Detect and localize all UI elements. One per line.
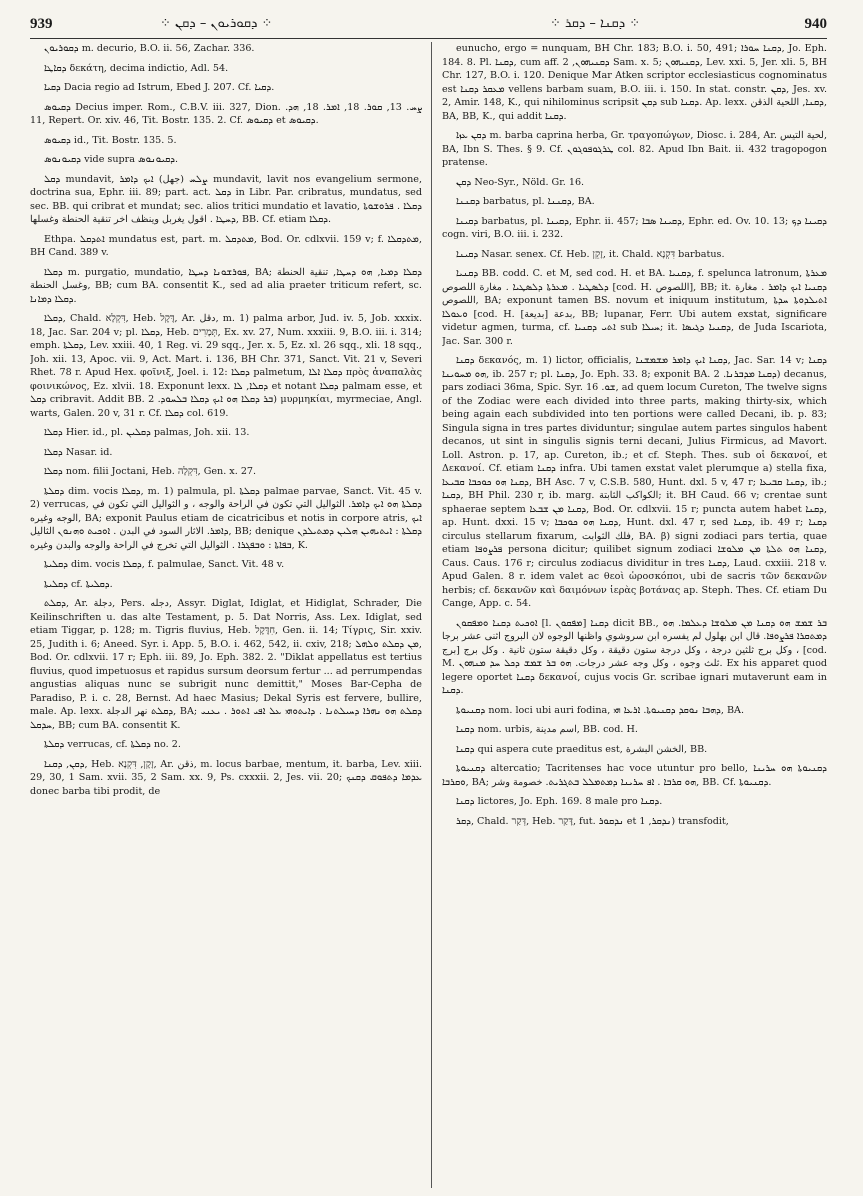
dictionary-entry: ܕܩܘܪܝܘܢ m. decurio, B.O. ii. 56, Zachar. 336.	[44, 43, 255, 54]
dictionary-entry: ܕܩܝܢܐ barbatus, pl. ܕܩܝܢܐ, Ephr. ii. 457; ܕܩܝܢܐ ܣܒܐ, Ephr. ed. Ov. 10. 13; ܕܩܝܢܐ ܕܟ cogn. viri, B.O. iii. i. 232.	[442, 215, 827, 240]
dictionary-entry: ܕܩܠܐ Nasar. id.	[44, 446, 113, 458]
left-column	[30, 42, 422, 1188]
dictionary-entry: ܕܩܝܘܣ Decius imper. Rom., C.B.V. iii. 327, Dion. ܨܚ. 13, ܩܘܪ. 18, ܐܡܪ. 18, ܗܕ. 11, Repert. Or. xiv. 46, Tit. Bostr. 135. 2. Cf. ܕܩܝܘܣ et ܕܩܝܘܣ.	[30, 101, 422, 126]
dictionary-entry: ܕܩܠ mundavit, ܨܠܚ (جهل) ܐܝܟ ܕܐܡܪ mundavit, lavit nos evangelium sermone, doctrina sua, Ephr. iii. 89; part. act. ܕܩܠ in Libr. Par. cribratus, mundatus, sed sec. BB. qui cribrat et mundat; sec. alios tritici mundatio et lavatio, ܕܩܠܐ . ܦܪܘܫܘܬܐ ܕܚܛܐ . اقول يغربل وينظف اخر تنقية الحنطة وغسلها, BB. Cf. etiam ܕܩܠܐ.	[30, 173, 422, 225]
dictionary-entry: ܕܩܢ, ܕܩܢܐ, Heb. זָקָן, דִּקְנָא, Ar. ذقن, m. locus barbae, mentum, it. barba, Lev. xiii. 29, 30, 1 Sam. xvii. 35, 2 Sam. xx. 9, Ps. cxxxii. 2, Jes. vii. 20; ܥܕܡܐ ܕܬܦܘܩ ܕܩܢܟ donec barba tibi prodit, de	[30, 758, 422, 797]
dictionary-entry: ܕܩܝܘܣ id., Tit. Bostr. 135. 5.	[44, 134, 177, 146]
dictionary-entry: ܕܩܢܝܘܬܐ nom. loci ubi auri fodina, ܕܗܒܐ ܢܘܩܕ ܕܩܢܝܘܬܐ. ܐܪܥܐ ܗܝ, BA.	[456, 704, 745, 716]
dictionary-entry: ܕܩܠܐ nom. filii Joctani, Heb. דִּקְלָה, Gen. x. 27.	[44, 466, 257, 477]
column-divider	[431, 42, 432, 1188]
dictionary-entry: ܕܩܠܬ, Ar. دجلة, Pers. دجله, Assyr. Diglat, Idiglat, et Hidiglat, Schrader, Die Keilinschriften u. das alte Testament, p. 5. Dat Norris, Ass. Lex. Idiglat, sed etiam Tiggar, p. 128; m. Tigris fluvius, Heb. חִדֶּקֶל, Gen. ii. 14; Τίγρις, Sir. xxiv. 25, Judith i. 6; Aneed. Syr. i. App. 5, B.O. i. 462, 542, ii. cxiv, 218; ܡܢ ܕܩܠܬ ܘܠܗܠ, Bod. Or. cdlxvii. 17 r; Eph. iii. 89, Jo. Eph. 382. 2. "Diklat appellatus est tertius fluvius, quod impetuosus et rapidus sursum deorsum fertur ... ad perrumpendas angustias aliquas nunc se subrigit nunc demittit," Moses Bar-Cepha de Paradiso, P. i. c. 28, Bernst. Ad haec Masius; Dekal Syris est fervere, bullire, male. Ap. lexx. ܕܩܠܬ نهر الدجلة, BA; ܕܩܠܬ ܗܘ ܢܗܪܐ ܕܚܝܠܬܢܐ . ܕܐܝܬܘܗܝ ܥܠ ܐܦܝ ܐܬܘܪ . ܝܥܢܝ ܚܕܩܠ, BB; cum BA. consentit K.	[30, 598, 422, 731]
dictionary-entry: ܕܩܝܢܐ Nasar. senex. Cf. Heb. זָקֵן, it. Chald. דִּקְנָא barbatus.	[456, 248, 725, 260]
dictionary-entry: ܕܩܢܝܘܬܐ altercatio; Tacritenses hac voce utuntur pro bello, ܕܩܢܝܘܬܐ ܗܘ ܚܪܝܢܐ ܘܩܪܒܐ, BA; ܗܘ ܩܪܒܐ . ܐܦ ܚܪܝܢܐ ܕܡܬܡܠܠ ܒܬܓܪܝܬ. خصومة وشر, BB. Cf. ܕܩܢܝܘܬܐ.	[442, 763, 827, 788]
two-column-body	[30, 42, 827, 1188]
dictionary-entry: ܕܩܠܐ Hier. id., pl. ܕܩܠܝܢ palmas, Joh. xii. 13.	[44, 427, 250, 438]
dictionary-entry: ܕܩܢܝܐ BB. codd. C. et M, sed cod. H. et BA. ܕܩܢܝܐ, f. spelunca latronum, ܡܥܪܬܐ ܕܠܣܛܝܐ . ܡܥܪܬܐ ܕܠܣܛܝܐ . مغارة اللصوص [cod. H. اللصوص], BB; it. ܕܩܢܝܐ ܐܝܟ ܕܐܡܪ . مغارة اللصوص, BA; exponunt tamen BS. novum et iniquum institutum, ܐܬܝܠܕܘܬܐ ܚܕܬܐ ܘܥܘܠܐ [cod. H. بدعة [بديعة], BB; lupanar, Ferr. Ubi autem exstat, significare videtur agmen, turma, cf. ܐܬܝ ܕܩܢܝܐ sub ܚܝܠܐ; it. ܕܩܢܝܐ ܕܓܝܣܐ, de Juda Iscariota, Jac. Sar. 300 r.	[442, 268, 827, 347]
dictionary-entry: ܕܩܢ ܥܙܐ m. barba caprina herba, Gr. τραγοπώγων, Diosc. i. 284, Ar. لحية التيس, BA, Ibn S. Thes. § 9. Cf. ܛܪܓܘܦܘܓܘܢ col. 82. Apud Ibn Bait. ii. 432 tragopogon pratense.	[442, 130, 827, 168]
dictionary-entry: eunucho, ergo = nunquam, BH Chr. 183; B.O. i. 50, 491; ܕܩܢܐ ܚܘܪܐ, Jo. Eph. 184. 8. Pl. ܕܩܢܐ, cum aff. ܕܩܢܝܗܘܢ, 2 Sam. x. 5; ܕܩܢܝܗܘܢ, Lev. xxi. 5, Jer. xli. 5, BH Chr. 127, B.O. i. 120. Denique Mar Atken scriptor ecclesiasticus cognominatus est ܡܥܩܪ ܕܩܢܐ vellens barbam suam, B.O. iii. i. 150. In stat. constr. ܕܩܢ, Jes. xv. 2, Amir. 148, K., qui nihilominus scripsit ܕܩܢ sub ܕܩܢܐ. Ap. lexx. ܕܩܢܐ, اللحية الذقن, BA, BB, K., qui addit ܕܩܢܐ.	[442, 43, 827, 122]
dictionary-entry: ܕܩܢܐ qui aspera cute praeditus est, الخشن البشرة, BB.	[456, 743, 708, 755]
dictionary-entry: Ethpa. ܐܬܕܩܠ mundatus est, part. m. ܡܬܕܩܠ, Bod. Or. cdlxvii. 159 v; f. ܡܬܕܩܠܐ, BH Cand. 389 v.	[30, 233, 422, 258]
dictionary-entry: ܕܩܠܬܐ verrucas, cf. ܕܩܠܬܐ no. 2.	[44, 739, 181, 750]
right-running-title: ⁘ ܕܩܢܐ – ܕܩܪ ⁘	[550, 16, 641, 31]
dictionary-entry: ܕܩܠܐ m. purgatio, mundatio, ܦܘܪܫܘܢܐ ܕܚܛܐ, BA; ܕܩܠܐ ܕܡܝܐ, ܗܘ ܕܚܛܐ, تنقية الحنطة وغسل الحنطة, BB; cum BA. consentit K., sed ad alia praeter triticum refert, sc. ܕܩܠܐ ܕܡܐܢܐ.	[30, 266, 422, 305]
dictionary-entry: ܕܩܝܐ Dacia regio ad Istrum, Ebed J. 207. Cf. ܕܩܝܐ.	[44, 82, 275, 93]
left-page-number: 939	[30, 16, 53, 32]
dictionary-entry: ܕܩܢܐ δεκανός, m. 1) lictor, officialis, ܕܩܢܐ ܐܝܟ ܕܐܡܪ ܡܫܡܫܢܐ, Jac. Sar. 14 v; ܕܩܢܐ ܗܘ ܡܚܘܝܢܐ, ib. 257 r; pl. ܕܩܢܐ, Jo. Eph. 33. 8; exponit BA. ܕܩܢܐ ܡܕܒܪܢܐ. 2) decanus, pars zodiaci 36ma, Spic. Syr. ܫܘ. 16, ad quem locum Cureton, The twelve signs of the Zodiac were each divided into three parts, making thirty-six, which being again each subdivided into ten portions were called Decani, ib. p. 83; Singula signa in tres partes dividuntur; singulae autem partes singulos habent decanos, ut sint in singulis signis terni decani, Julius Firmicus, ad Mavort. Loll. Astron. p. 17, ap. Cureton, ib.; et cf. Steph. Thes. sub οἱ δεκανοί, et Δεκανοί. Cf. etiam ܕܩܢܐ infra. Ubi tamen exstat valet plerumque a) stella fixa, ܕܩܢܐ ܗܘ ܟܘܟܒܐ ܩܒܝܥܐ, BH Asc. 7 v, C.S.B. 580, Hunt. dxl. 5 v, 47 r; ܕܩܢܐ ܩܒܝܥܐ, ib.; ܕܩܢܐ, BH Phil. 230 r, ib. marg. الكواكب الثابتة; it. BH Caud. 66 v; crentae sunt sphaerae septem ܕܩܢܐ ܡܢ ܫܒܥܐ, Bod. Or. cdlxvii. 15 r; puncta autem habet ܕܩܢܐ, ap. Hunt. dxxi. 15 v; ܕܩܢܐ ܗܘ ܟܘܟܒܐ, Hunt. dxl. 47 r, sed ܕܩܢܐ, ib. 49 r; ܕܩܢܐ circulus stellarum fixarum, فلك الثوابت, BA. β) signi zodiaci pars tertia, quae etiam ܦܪܨܘܦܐ persona dicitur; quilibet signum zodiaci ܕܩܢܐ ܗܘ ܬܠܬܐ ܡܢ ܡܠܘܫܐ, Caus. Caus. 176 r; circulus zodiacus dividitur in tres ܕܩܢܐ, Laud. cxxiii. 218 v. Apud Galen. 8 r. idem valet ac θεοὶ ὡροσκόποι, ubi de sacris τῶν δεκανῶν herbis; cf. δεκανῶν καὶ δαιμόνων ἱερὰς βοτάνας ap. Steph. Thes. Cf. etiam Du Cange, App. c. 54.	[442, 355, 827, 609]
dictionary-entry: ܕܩܢܐ lictores, Jo. Eph. 169. 8 male pro ܕܩܢܐ.	[456, 796, 663, 807]
page-header	[30, 10, 827, 39]
dictionary-entry: ܕܩܠܝܬܐ cf. ܕܩܠܝܬܐ.	[44, 578, 113, 590]
dictionary-entry: ܕܩܢܢܐ barbatus, pl. ܕܩܢܢܐ, BA.	[456, 196, 595, 207]
left-running-title: ⁘ ܕܩܘܪܝܘܢ – ܕܩܢ ⁘	[160, 16, 273, 31]
dictionary-entry: ܕܩܐܛܐ δεκάτη, decima indictio, Adl. 54.	[44, 62, 229, 74]
dictionary-entry: ܕܩܪ, Chald. דְּקַר, Heb. דָּקַר, fut. ܢܕܩܘܪ et ܢܕܩܪ, 1) transfodit,	[456, 815, 729, 827]
dictionary-entry: ܕܩܝܘܢܘܣ vide supra ܕܩܝܘܢܘܣ.	[44, 154, 179, 165]
dictionary-entry: ܐܘܟܝܬ ܕܩܢܐ ܘܡܦܩܘܢ [l. ܡܦܩܘܢ] ܕܩܢܐ dicit BB., ܒܪ ܫܡܫ ܗܘ ܕܩܢܐ ܡܢ ܡܠܘܫܐ ܕܥܠܡܐ. ܗܘ ܕܡܬܩܪܐ ܦܪܨܘܦܐ. قال ابن بهلول لم يفسره ابن سروشوي واظنها الوجوه لان البروج اثنى عشر برجا ، وكل برج ثلثين درجة ، وكل درجة ستون دقيقة ، وكل دقيقة ستون ثانية . وكل برج [برج [cod. M. ثلث وجوه ، وكل وجه عشر درجات. ܗܘ ܒܪ ܫܡܫ ܕܟܠ ܚܕ ܡܢܗܘܢ. Ex his apparet quod legere oportet ܕܩܢܐ δεκανοί, cujus vocis Gr. scribae ignari mutaverunt eam in ܕܩܢܐ.	[442, 617, 827, 696]
dictionary-entry: ܕܩܠܐ, Chald. דִּקְלָא, Heb. דֶּקֶל, Ar. دقل, m. 1) palma arbor, Jud. iv. 5, Job. xxxix. 18, Jac. Sar. 204 v; pl. ܕܩܠܐ, Heb. תְּמָרִים, Ex. xv. 27, Num. xxxiii. 9, B.O. iii. i. 314; emph. ܕܩܠܬܐ, Lev. xxiii. 40, 1 Reg. vi. 29 sqq., Jer. x. 5, Ez. xl. 26 sqq., xli. 18 sqq., Joh. xii. 13, Apoc. vii. 9, Act. Mart. i. 136, BH Chr. 371, Sanct. Vit. 21 v, Severi Rhet. 78 r. Apud Hex. φοῖνιξ, Joel. i. 12: ܕܩܠܐ palmetum, ܕܩܠܐ ܐܠܐ πρὸς ἀναπαλὰς φοινικώνος, Ez. xlvii. 18. Exponunt lexx. ܕܩܠܐ, ܠܐ et notant ܕܩܠܐ palmam esse, et ܕܩܠ cribravit. Addit BB. ܒܪ ܕܩܠܐ ܗܘ ܐܝܟ ܕܩܠܐ ܒܠܚܘܕ. 2) μυρμηκίαι, myrmeciae, Angl. warts, Galen. 20 v, 31 r. Cf. ܕܩܠܐ col. 619.	[30, 313, 422, 419]
dictionary-entry: ܕܩܢܐ nom. urbis, اسم مدينة, BB. cod. H.	[456, 724, 638, 735]
dictionary-entry: ܕܩܢ Neo-Syr., Nöld. Gr. 16.	[456, 176, 585, 188]
dictionary-entry: ܕܩܠܝܬܐ dim. vocis ܕܩܠܐ, f. palmulae, Sanct. Vit. 48 v.	[44, 559, 285, 570]
dictionary-entry: ܕܩܠܬܐ dim. vocis ܕܩܠܐ, m. 1) palmula, pl. ܕܩܠܬܐ palmae parvae, Sanct. Vit. 45 v. 2) verrucas, ܕܩܠܬܐ ܗܘ ܐܝܟ ܕܐܡܪ. الثواليل التي تكون في الراحة والوجه ، و الثواليل التي تكون في الوجه وغيره, BA; exponit Paulus etiam de cicatricibus et notis in corpore atris, ܐܝܟ ܕܐܡܪ. الاثار السود في البدن . ܐܘܟܝܬ ܘܗܢܘܢ الثاليل, BB; denique ܕܩܠܬܐ : ܐܝܬܝܗܝܢ ܗܠܝܢ ܕܡܬܝܠܕܢ ܒܦܐܬܐ : ܘܒܦܓܪܐ . الثواليل التي تخرج في الراحة والوجه والبدن وغيره, K.	[30, 485, 422, 551]
right-column	[442, 42, 827, 1188]
right-page-number: 940	[804, 16, 827, 32]
